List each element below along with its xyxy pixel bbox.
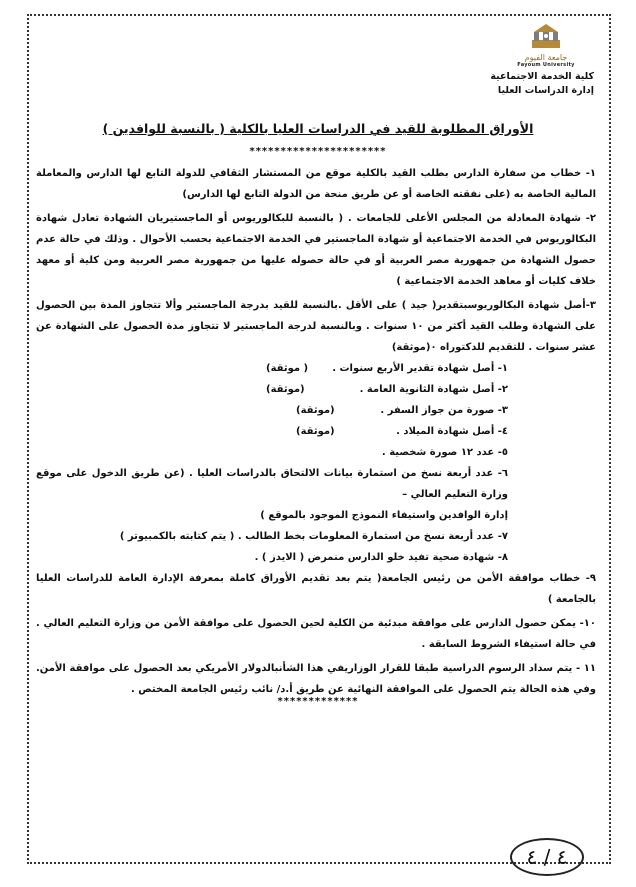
sub-item-6-line-2: إدارة الوافدين واستيفاء النموذج الموجود بالموقع )	[260, 510, 508, 521]
university-emblem-icon	[526, 22, 566, 52]
page-number: ٤ / ٤	[510, 838, 584, 876]
sub-item-5	[36, 442, 596, 463]
faculty-name: كلية الخدمة الاجتماعية	[490, 71, 594, 82]
sub-item-2	[36, 379, 596, 400]
requirement-9: ٩- خطاب موافقة الأمن من رئيس الجامعة( يتم بعد تقديم الأوراق كاملة بمعرفة الإدارة العامة للدراسات العليا بالجامعة )	[36, 573, 596, 605]
logo-university-english: Fayoum University	[517, 62, 575, 68]
separator-top: **********************	[249, 146, 387, 157]
requirement-3: ٣-أصل شهادة البكالوريوسبتقدير( جيد ) على الأقل .بالنسبة للقيد بدرجة الماجستير وألا تتجاوز المدة بين الحصول على الشهادة وطلب القيد أكثر من ١٠ سنوات . وبالنسبة لدرجة الماجستير لا تتجاوز مدة الحصول على الشهادة عن عشر سنوات . للتقديم للدكتوراه ٠(موثقة)	[36, 300, 596, 353]
separator-bottom: *************	[277, 696, 359, 707]
requirement-11: ١١ - يتم سداد الرسوم الدراسية طبقا للقرار الوزاريفي هذا الشأنبالدولار الأمريكي بعد الحصول على موافقة الأمن. وفي هذه الحالة يتم الحصول على الموافقة النهائية عن طريق أ.د/ نائب رئيس الجامعة المختص .	[36, 663, 596, 695]
requirement-2: ٢- شهادة المعادلة من المجلس الأعلى للجامعات . ( بالنسبة للبكالوريوس أو الماجستيريان الشهادة تعادل شهادة البكالوريوس في الخدمة الاجتماعية أو شهادة الماجستير في الخدمة الاجتماعية بحسب الأحوال . وذلك في حالة عدم حصول الشهادة من جمهورية مصر العربية أو في حالة حصوله عليها من جمهورية مصر العربية ومن كلية أو معهد خلاف كليات أو معاهد الخدمة الاجتماعية )	[36, 213, 596, 287]
sub-item-text: ٢- أصل شهادة الثانوية العامة .	[359, 384, 508, 395]
requirements-list	[36, 163, 596, 700]
sub-item-text: ٥- عدد ١٢ صورة شخصية .	[381, 447, 508, 458]
faculty-header	[490, 70, 594, 98]
department-name: إدارة الدراسات العليا	[497, 85, 594, 96]
requirement-1: ١- خطاب من سفارة الدارس بطلب القيد بالكلية موقع من المستشار الثقافي للدولة التابع لها الدارس والمعاملة المالية الخاصة به (على نفقته الخاصة أو عن طريق منحة من الدولة التابع لها الدارس)	[36, 168, 596, 200]
sub-item-note: (موثقة)	[296, 405, 335, 416]
sub-item-8: ٨- شهادة صحية تفيد خلو الدارس منمرض ( الايدز ) .	[254, 552, 508, 563]
university-logo	[496, 22, 596, 68]
sub-item-text: ١- أصل شهادة تقدير الأربع سنوات .	[332, 363, 508, 374]
sub-item-note: (موثقة)	[296, 426, 335, 437]
document-title: الأوراق المطلوبة للقيد في الدراسات العليا بالكلية ( بالنسبة للوافدين )	[102, 121, 534, 136]
sub-item-4	[36, 421, 596, 442]
sub-item-note: (موثقة)	[266, 384, 305, 395]
sub-item-text: ٣- صورة من جواز السفر .	[380, 405, 508, 416]
logo-university-arabic: جامعة الفيوم	[524, 53, 568, 62]
sub-item-text: ٤- أصل شهادة الميلاد .	[396, 426, 508, 437]
sub-item-7: ٧- عدد أربعة نسخ من استمارة المعلومات بخط الطالب . ( يتم كتابته بالكمبيوتر )	[119, 531, 508, 542]
sub-item-1	[36, 358, 596, 379]
sub-item-3	[36, 400, 596, 421]
sub-item-note: ( موثقة)	[266, 363, 309, 374]
requirement-10: ١٠- يمكن حصول الدارس على موافقة مبدئية من الكلية لحين الحصول على موافقة الأمن من وزارة التعليم العالي . في حالة استيفاء الشروط السابقة .	[36, 618, 596, 650]
sub-item-6-line-1: ٦- عدد أربعة نسخ من استمارة بيانات الالتحاق بالدراسات العليا . (عن طريق الدخول على موقع وزارة التعليم العالي –	[36, 468, 508, 500]
